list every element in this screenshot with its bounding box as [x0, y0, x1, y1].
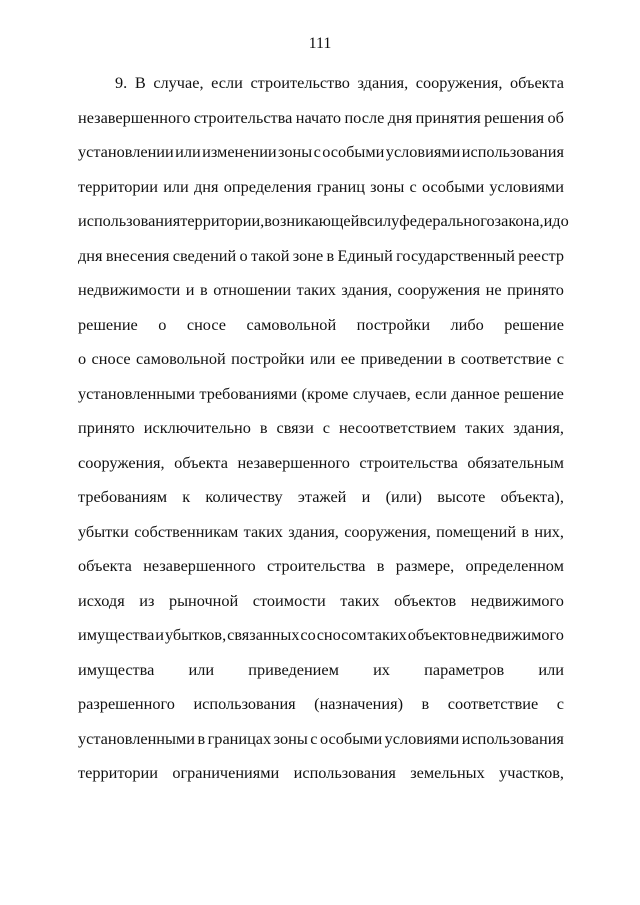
word: государственный — [396, 245, 515, 265]
word: не — [485, 280, 502, 299]
word: исходя — [78, 590, 125, 610]
word: таких — [243, 521, 283, 541]
word: требованиями — [199, 383, 298, 403]
page-number: 111 — [308, 35, 332, 52]
word: решения — [484, 107, 545, 127]
word: внесения — [105, 245, 170, 265]
text-line — [78, 591, 564, 626]
word: объекта — [174, 452, 228, 472]
word: использования — [461, 142, 564, 161]
word: условиями — [384, 728, 460, 748]
text-line — [78, 315, 564, 350]
word: сооружения, — [78, 452, 165, 472]
text-line — [78, 694, 564, 729]
word: убытков, — [164, 625, 227, 644]
word: сооружения — [397, 280, 481, 299]
word: особыми — [422, 176, 485, 196]
word: дня — [193, 176, 219, 196]
word: таких — [367, 625, 407, 644]
word: самовольной — [136, 349, 226, 368]
text-line — [78, 522, 564, 557]
text-line — [78, 660, 564, 695]
word: сносе — [186, 314, 226, 334]
word: либо — [450, 314, 484, 334]
word: такой — [250, 245, 290, 265]
text-line — [78, 349, 564, 384]
word: о — [239, 245, 248, 265]
word: и — [543, 211, 553, 230]
word: в — [359, 211, 368, 230]
word: определения — [223, 176, 312, 196]
word: после — [344, 107, 385, 127]
word: высоте — [437, 487, 486, 506]
word: в — [259, 418, 268, 437]
word: в — [447, 349, 456, 368]
text-line — [78, 487, 564, 522]
word: отношении — [213, 280, 292, 299]
word: и — [185, 280, 195, 299]
word: если — [211, 73, 243, 92]
word: использования — [461, 728, 564, 748]
word: связанных — [227, 625, 300, 644]
word: их — [373, 659, 390, 679]
word: сведений — [172, 245, 237, 265]
word: здания, — [357, 73, 409, 92]
word: постройки — [231, 349, 305, 368]
text-line — [78, 453, 564, 488]
word: стоимости — [252, 590, 326, 610]
word: условиями — [489, 176, 564, 196]
word: определенном — [465, 556, 564, 575]
word: изменении — [202, 142, 277, 161]
word: или — [309, 349, 336, 368]
word: ее — [340, 349, 356, 368]
word: незавершенного — [237, 452, 350, 472]
word: размере, — [395, 556, 455, 575]
word: в — [376, 556, 385, 575]
text-line — [78, 73, 564, 108]
word: о — [78, 349, 87, 368]
word: территории — [78, 763, 158, 782]
word: В — [134, 73, 146, 92]
word: и — [155, 625, 165, 644]
text-line — [78, 418, 564, 453]
word: принято — [78, 418, 135, 437]
word: приведением — [248, 659, 339, 679]
word: объектов — [394, 590, 457, 610]
word: и — [361, 487, 371, 506]
word: приведении — [360, 349, 443, 368]
word: или — [175, 142, 201, 161]
text-line — [78, 384, 564, 419]
word: из — [139, 590, 155, 610]
word: незавершенного — [78, 107, 191, 127]
word: возникающей — [264, 211, 360, 230]
word: или — [188, 659, 215, 679]
word: них, — [534, 521, 564, 541]
word: установленными — [78, 383, 195, 403]
word: несоответствием — [338, 418, 457, 437]
text-line — [78, 280, 564, 315]
word: границах — [207, 728, 272, 748]
text-line — [78, 142, 564, 177]
text-line — [78, 211, 569, 246]
word: этажей — [297, 487, 347, 506]
word: ограничениями — [172, 763, 280, 782]
body-text — [78, 73, 569, 798]
word: реестр — [518, 245, 564, 265]
word: недвижимого — [470, 590, 564, 610]
word: количеству — [205, 487, 283, 506]
word: данное — [451, 383, 500, 403]
word: недвижимости — [78, 280, 181, 299]
word: случаев, — [352, 383, 411, 403]
word: собственникам — [134, 521, 239, 541]
word: об — [547, 107, 564, 127]
word: сносе — [91, 349, 131, 368]
word: незавершенного — [143, 556, 256, 575]
word: с — [409, 176, 417, 196]
word: рыночной — [168, 590, 239, 610]
word: здания, — [288, 521, 339, 541]
word: в — [421, 694, 430, 713]
word: начато — [295, 107, 342, 127]
word: сооружения, — [344, 521, 431, 541]
word: параметров — [424, 659, 505, 679]
word: с — [556, 349, 564, 368]
text-line — [78, 625, 564, 660]
word: (или) — [385, 487, 422, 506]
word: таких — [340, 590, 380, 610]
word: зоне — [292, 245, 324, 265]
word: силу — [367, 211, 400, 230]
word: таких — [465, 418, 505, 437]
word: требованиям — [78, 487, 168, 506]
word: 9. — [115, 73, 128, 92]
word: территории, — [180, 211, 265, 230]
word: земельных — [410, 763, 485, 782]
word: недвижимого — [470, 625, 564, 644]
word: о — [158, 314, 167, 334]
word: сносом — [316, 625, 367, 644]
text-line — [78, 246, 564, 281]
word: территории — [78, 176, 158, 196]
word: соответствие — [447, 694, 539, 713]
text-line — [78, 556, 564, 591]
word: в — [197, 728, 206, 748]
word: до — [552, 211, 569, 230]
word: в — [521, 521, 530, 541]
word: (кроме — [301, 383, 349, 403]
text-line — [78, 729, 564, 764]
word: (назначения) — [314, 694, 404, 713]
word: сооружения, — [415, 73, 503, 92]
word: строительства — [359, 452, 458, 472]
word: соответствие — [460, 349, 552, 368]
word: использования — [193, 694, 296, 713]
word: с — [310, 728, 318, 748]
word: с — [556, 694, 564, 713]
word: дня — [387, 107, 413, 127]
word: если — [415, 383, 447, 403]
word: в — [200, 280, 208, 299]
word: закона, — [494, 211, 544, 230]
word: границ — [316, 176, 365, 196]
word: убытки — [78, 521, 129, 541]
word: строительства — [193, 107, 293, 127]
word: зоны — [278, 142, 313, 161]
word: случае, — [153, 73, 204, 92]
word: обязательным — [467, 452, 564, 472]
word: строительство — [250, 73, 350, 92]
word: использования — [78, 211, 181, 230]
word: имущества — [78, 659, 155, 679]
word: самовольной — [246, 314, 337, 334]
word: с — [322, 418, 330, 437]
text-line — [78, 763, 564, 798]
word: связи — [276, 418, 314, 437]
word: исключительно — [143, 418, 251, 437]
word: таких — [296, 280, 336, 299]
word: объекта — [78, 556, 132, 575]
word: особыми — [320, 728, 383, 748]
word: принятия — [415, 107, 481, 127]
word: в — [326, 245, 335, 265]
word: или — [538, 659, 564, 679]
text-line — [78, 177, 564, 212]
word: объекта — [510, 73, 564, 92]
word: или — [163, 176, 189, 196]
word: использования — [293, 763, 396, 782]
word: решение — [78, 314, 138, 334]
word: участков, — [499, 763, 564, 782]
word: решение — [504, 314, 564, 334]
text-line — [78, 108, 564, 143]
word: федерального — [399, 211, 495, 230]
word: зоны — [370, 176, 405, 196]
word: здания, — [341, 280, 393, 299]
word: условиями — [385, 142, 461, 161]
word: к — [182, 487, 191, 506]
word: зоны — [273, 728, 308, 748]
word: установлении — [78, 142, 174, 161]
word: установленными — [78, 728, 195, 748]
word: объекта), — [500, 487, 564, 506]
word: решение — [504, 383, 564, 403]
word: Единый — [337, 245, 393, 265]
word: разрешенного — [78, 694, 175, 713]
word: постройки — [356, 314, 431, 334]
word: имущества — [78, 625, 155, 644]
word: принято — [507, 280, 564, 299]
word: особыми — [322, 142, 385, 161]
word: помещений — [436, 521, 517, 541]
word: строительства — [266, 556, 366, 575]
word: здания, — [513, 418, 564, 437]
word: со — [300, 625, 316, 644]
word: объектов — [407, 625, 470, 644]
word: с — [313, 142, 321, 161]
word: дня — [78, 245, 103, 265]
